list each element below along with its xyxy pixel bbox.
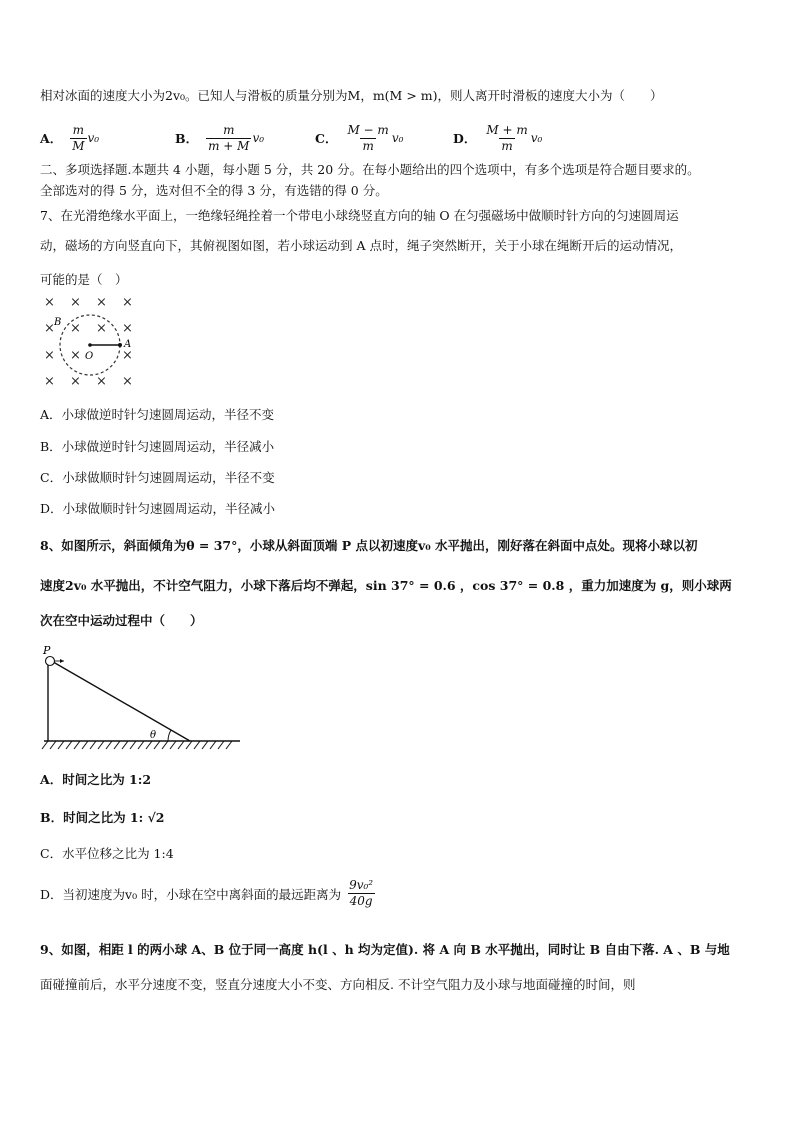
fraction-denominator: m [362,138,374,153]
q8-option-d-text: D．当初速度为v₀ 时，小球在空中离斜面的最远距离为 [40,886,342,902]
option-label: C． [315,131,338,146]
fraction-numerator: m [72,122,85,137]
section2-line1: 二、多项选择题.本题共 4 小题，每小题 5 分，共 20 分。在每小题给出的四个选项中，有多个选项是符合题目要求的。 [40,162,700,177]
ball-a [118,343,122,347]
q6-option-c[interactable] [315,118,403,158]
option-suffix: v₀ [391,131,404,145]
q8-option-a[interactable]: A．时间之比为 1:2 [40,772,152,787]
hatch-stroke [194,741,200,749]
fraction-denominator: m [501,138,513,153]
field-cross: × [44,374,55,389]
hatch-stroke [114,741,120,749]
hatch-stroke [42,741,48,749]
fraction-numerator: M − m [347,122,389,137]
q6-option-d[interactable] [453,118,542,158]
fraction-denominator: M [72,138,85,153]
q7-line1: 7、在光滑绝缘水平面上，一绝缘轻绳拴着一个带电小球绕竖直方向的轴 O 在匀强磁场中做顺时针方向的匀速圆周运 [40,208,679,223]
q7-line3: 可能的是（ ） [40,272,128,287]
label-o: O [85,351,94,362]
label-theta: θ [150,730,157,741]
option-fraction [206,123,251,154]
q7-option-b[interactable]: B．小球做逆时针匀速圆周运动，半径减小 [40,439,275,454]
option-suffix: v₀ [87,131,100,145]
fraction-numerator: 9v₀² [349,878,374,892]
q8-option-d[interactable] [40,878,375,909]
label-b: B [54,317,62,328]
fraction-numerator: M + m [486,122,528,137]
hatch-stroke [218,741,224,749]
q9-line2: 面碰撞前后，水平分速度不变，竖直分速度大小不变、方向相反. 不计空气阻力及小球与地面碰撞的时间，则 [40,977,636,992]
hatch-stroke [186,741,192,749]
ground-hatching [42,741,232,749]
fraction-denominator: m + M [208,138,250,153]
hatch-stroke [130,741,136,749]
hatch-stroke [226,741,232,749]
fraction-denominator: 40g [349,894,373,908]
hatch-stroke [58,741,64,749]
hatch-stroke [146,741,152,749]
hatch-stroke [210,741,216,749]
option-fraction [345,123,390,154]
hatch-stroke [90,741,96,749]
field-cross: × [70,321,81,336]
q6-tail-text: 相对冰面的速度大小为2v₀。已知人与滑板的质量分别为M，m(M > m)，则人离开时滑板的速度大小为（ ） [40,88,663,103]
field-cross: × [96,374,107,389]
field-cross: × [44,295,55,310]
option-suffix: v₀ [530,131,543,145]
q8-option-d-fraction [347,878,375,909]
option-label: B． [175,131,199,146]
q7-magnetic-field-figure [38,292,148,390]
q7-option-a[interactable]: A．小球做逆时针匀速圆周运动，半径不变 [40,407,275,422]
q8-option-b[interactable]: B．时间之比为 1: √2 [40,810,165,825]
q8-line3: 次在空中运动过程中（ ） [40,613,203,628]
hatch-stroke [50,741,56,749]
q8-line1: 8、如图所示，斜面倾角为θ = 37°，小球从斜面顶端 P 点以初速度v₀ 水平抛出，刚好落在斜面中点处。现将小球以初 [40,538,698,553]
option-label: A． [40,131,63,146]
field-cross: × [70,295,81,310]
field-cross: × [44,321,55,336]
field-cross: × [122,348,133,363]
q8-option-c[interactable]: C．水平位移之比为 1:4 [40,846,174,861]
q9-line1: 9、如图，相距 l 的两小球 A、B 位于同一高度 h(l 、h 均为定值). 将 A 向 B 水平抛出，同时让 B 自由下落. A 、B 与地 [40,942,730,957]
incline-line [48,659,190,741]
field-cross: × [70,348,81,363]
hatch-stroke [154,741,160,749]
fraction-numerator: m [223,122,235,137]
hatch-stroke [162,741,168,749]
hatch-stroke [138,741,144,749]
hatch-stroke [202,741,208,749]
angle-arc [168,730,171,741]
hatch-stroke [170,741,176,749]
field-cross: × [122,295,133,310]
label-p: P [43,644,51,657]
q6-option-b[interactable] [175,118,264,158]
hatch-stroke [66,741,72,749]
field-cross: × [122,321,133,336]
arrow-head [60,659,64,663]
option-fraction [484,123,529,154]
q6-options [40,118,760,158]
section2-line2: 全部选对的得 5 分，选对但不全的得 3 分，有选错的得 0 分。 [40,183,388,198]
q7-line2: 动，磁场的方向竖直向下，其俯视图如图，若小球运动到 A 点时，绳子突然断开，关于小球在绳断开后的运动情况， [40,238,682,253]
field-cross: × [70,374,81,389]
field-cross: × [44,348,55,363]
ball-p [46,657,55,666]
field-cross-marks [44,295,133,389]
option-label: D． [453,131,477,146]
hatch-stroke [106,741,112,749]
field-cross: × [96,295,107,310]
q8-line2: 速度2v₀ 水平抛出，不计空气阻力，小球下落后均不弹起，sin 37° = 0.6 ，cos 37° = 0.8 ，重力加速度为 g，则小球两 [40,578,732,593]
hatch-stroke [122,741,128,749]
hatch-stroke [98,741,104,749]
q6-option-a[interactable] [40,118,99,158]
q7-option-d[interactable]: D．小球做顺时针匀速圆周运动，半径减小 [40,501,276,516]
q7-option-c[interactable]: C．小球做顺时针匀速圆周运动，半径不变 [40,470,275,485]
hatch-stroke [74,741,80,749]
option-fraction [70,123,86,154]
q8-incline-figure [40,643,245,753]
field-cross: × [96,321,107,336]
label-a: A [124,339,132,350]
option-suffix: v₀ [252,131,265,145]
hatch-stroke [82,741,88,749]
hatch-stroke [178,741,184,749]
field-cross: × [122,374,133,389]
center-point [88,343,92,347]
